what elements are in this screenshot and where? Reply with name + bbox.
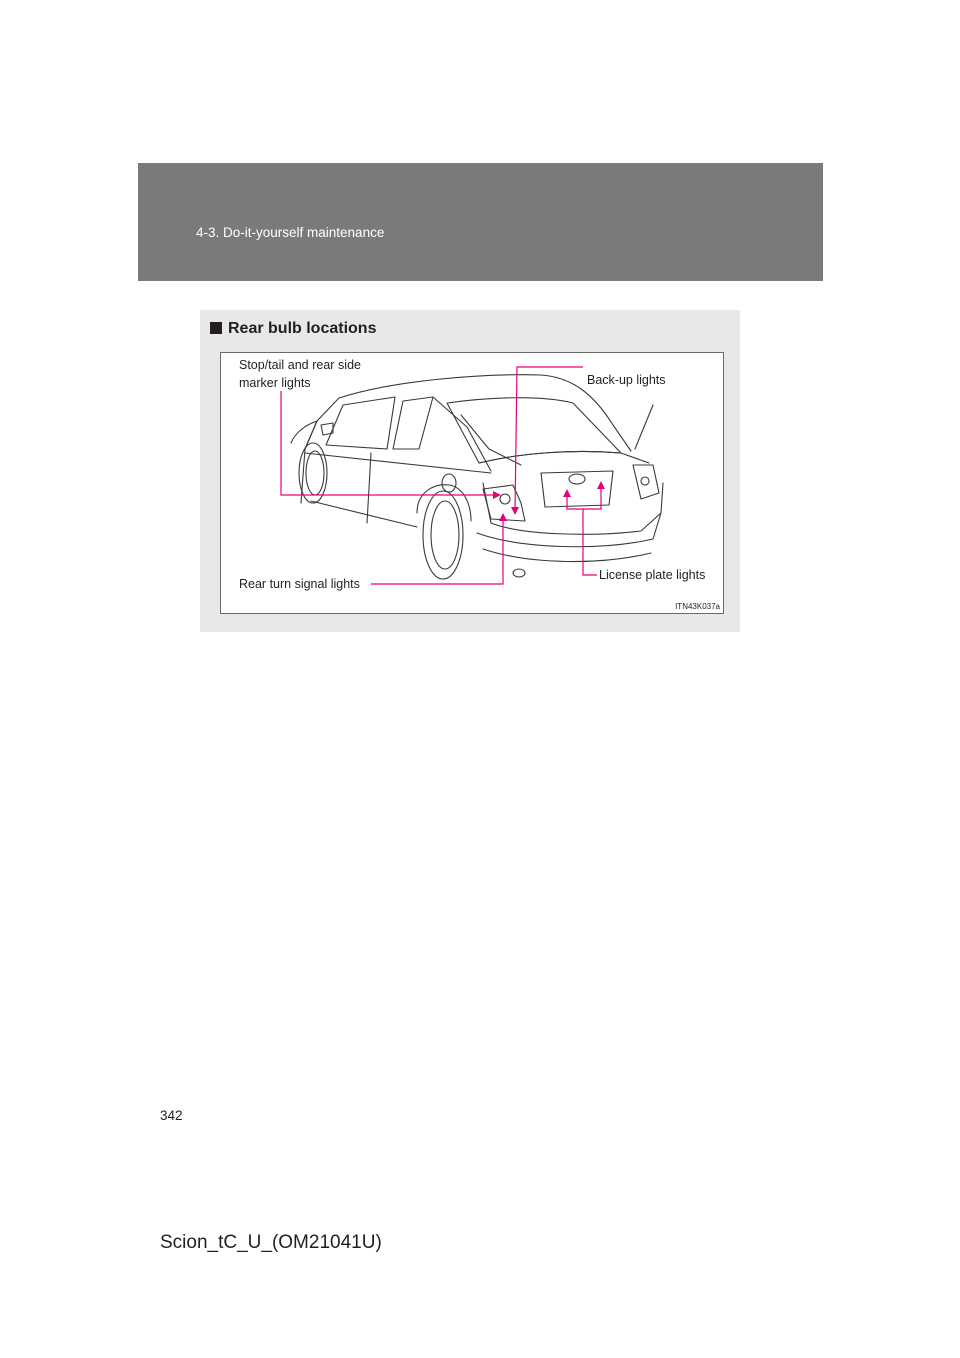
figure-code: ITN43K037a	[675, 602, 720, 611]
c-pillar	[433, 397, 491, 471]
section-title: 4-3. Do-it-yourself maintenance	[196, 225, 385, 240]
exhaust	[513, 569, 525, 577]
side-mirror	[321, 423, 333, 435]
page-number: 342	[160, 1108, 183, 1123]
panel-heading	[210, 320, 376, 338]
beltline	[305, 453, 491, 473]
arrowhead-backup	[511, 507, 519, 515]
footer-document-id: Scion_tC_U_(OM21041U)	[160, 1232, 382, 1253]
emblem	[569, 474, 585, 484]
leader-backup	[515, 367, 583, 513]
leader-license	[567, 491, 597, 575]
rear-wheel	[423, 491, 463, 579]
rear-wiper	[461, 415, 521, 465]
car-rear-illustration	[220, 352, 724, 614]
header-band	[138, 163, 823, 281]
side-window-rear	[393, 397, 433, 449]
label-stop-tail-lights: Stop/tail and rear side marker lights	[239, 358, 361, 390]
door-line	[367, 453, 371, 523]
side-body	[291, 421, 317, 503]
trunk-lid	[479, 451, 649, 463]
label-rear-turn-signal-lights: Rear turn signal lights	[239, 577, 360, 591]
rocker	[311, 501, 417, 527]
arrowhead-license-left	[563, 489, 571, 497]
rear-bulb-panel	[200, 310, 740, 632]
arrowhead-license-right	[597, 481, 605, 489]
right-tail-light	[633, 465, 659, 499]
side-window-front	[326, 397, 395, 449]
panel-title: Rear bulb locations	[228, 320, 377, 337]
bumper-lower	[483, 549, 651, 562]
label-license-plate-lights: License plate lights	[599, 568, 706, 582]
arrowhead-rear-turn	[499, 513, 507, 521]
antenna	[635, 405, 653, 449]
label-backup-lights: Back-up lights	[587, 373, 666, 387]
fuel-door	[442, 474, 456, 492]
black-square-icon	[210, 322, 222, 334]
